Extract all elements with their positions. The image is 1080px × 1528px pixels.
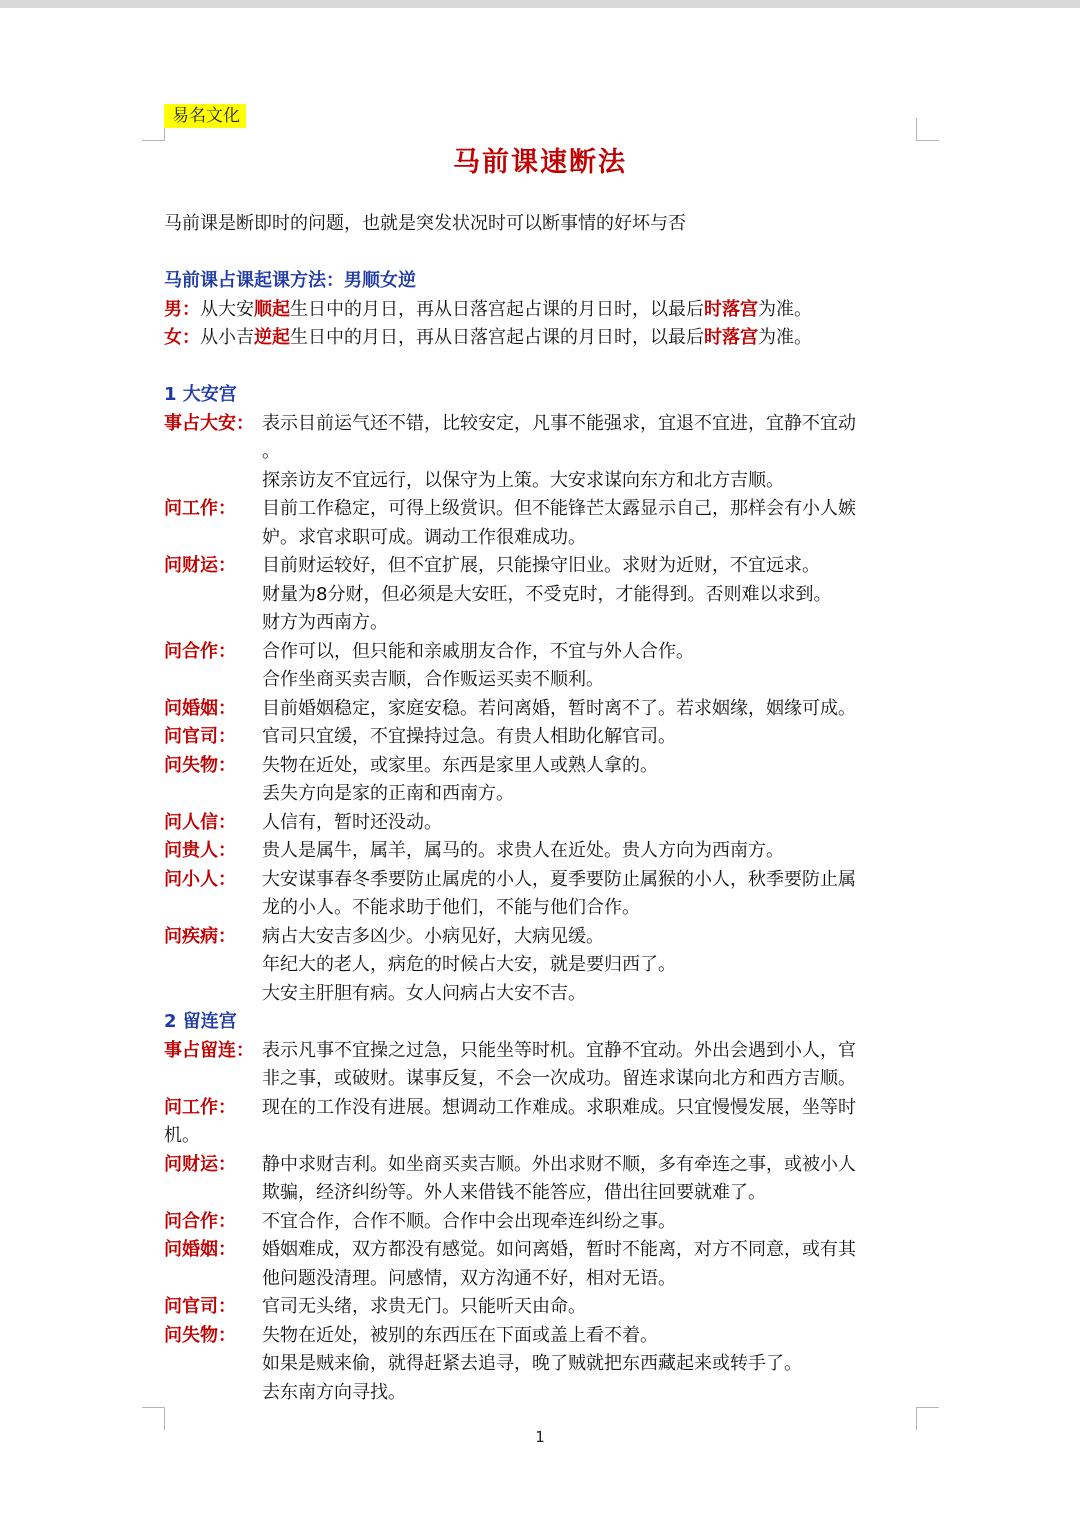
entry-text bbox=[262, 552, 916, 638]
entry-text bbox=[262, 837, 916, 866]
entry-line: 财方为西南方。 bbox=[262, 612, 388, 633]
entry-line: 合作坐商买卖吉顺，合作贩运买卖不顺利。 bbox=[262, 669, 604, 690]
entry-label: 问婚姻： bbox=[164, 697, 236, 719]
entry-label: 问疾病： bbox=[164, 925, 236, 947]
entry-row bbox=[164, 695, 916, 724]
spacer bbox=[164, 239, 916, 268]
male-label: 男： bbox=[164, 298, 200, 320]
entry-label: 问合作： bbox=[164, 1210, 236, 1232]
method-heading: 马前课占课起课方法：男顺女逆 bbox=[164, 270, 416, 291]
method-female-line bbox=[164, 324, 916, 353]
page-number: 1 bbox=[535, 1428, 545, 1446]
entry-line: 不宜合作，合作不顺。合作中会出现牵连纠纷之事。 bbox=[262, 1210, 676, 1232]
entry-line: 静中求财吉利。如坐商买卖吉顺。外出求财不顺，多有牵连之事，或被小人 bbox=[262, 1153, 856, 1175]
entry-line: 财量为8分财，但必须是大安旺，不受克时，才能得到。否则难以求到。 bbox=[262, 583, 832, 605]
crop-mark-top-left bbox=[142, 118, 165, 141]
entry-label: 问合作： bbox=[164, 640, 236, 662]
entry-line: 他问题没清理。问感情，双方沟通不好，相对无语。 bbox=[262, 1267, 676, 1289]
entry-row bbox=[164, 638, 916, 695]
entry-text bbox=[262, 1151, 916, 1208]
intro-paragraph: 马前课是断即时的问题，也就是突发状况时可以断事情的好坏与否 bbox=[164, 213, 686, 234]
entry-label: 问官司： bbox=[164, 726, 236, 747]
entry-row bbox=[164, 1151, 916, 1208]
entry-row bbox=[164, 552, 916, 638]
entry-text bbox=[262, 467, 916, 496]
entry-line: 目前婚姻稳定，家庭安稳。若问离婚，暂时离不了。若求姻缘，姻缘可成。 bbox=[262, 697, 856, 719]
entry-label: 问婚姻： bbox=[164, 1239, 236, 1260]
section1-heading: 1 大安宫 bbox=[164, 384, 237, 405]
entry-label: 问失物： bbox=[164, 1324, 236, 1346]
entry-label bbox=[164, 467, 262, 496]
section2-heading: 2 留连宫 bbox=[164, 1011, 237, 1032]
entry-label: 问失物： bbox=[164, 754, 236, 776]
male-text-1: 从大安 bbox=[200, 298, 254, 320]
entry-row bbox=[164, 923, 916, 1009]
entry-label: 问小人： bbox=[164, 868, 236, 890]
female-text-1: 从小吉 bbox=[200, 327, 254, 348]
entry-line: 失物在近处，或家里。东西是家里人或熟人拿的。 bbox=[262, 754, 658, 776]
entry-line: 表示凡事不宜操之过急，只能坐等时机。宜静不宜动。外出会遇到小人，官 bbox=[262, 1039, 856, 1061]
entry-line: 贵人是属牛，属羊，属马的。求贵人在近处。贵人方向为西南方。 bbox=[262, 840, 784, 861]
entry-wrap-line: 机。 bbox=[164, 1125, 200, 1146]
spacer bbox=[164, 353, 916, 382]
entry-row bbox=[164, 1322, 916, 1408]
document-body bbox=[164, 210, 916, 1407]
entry-label: 问工作： bbox=[164, 498, 236, 519]
entry-row bbox=[164, 1208, 916, 1237]
entry-row bbox=[164, 467, 916, 496]
entry-row bbox=[164, 495, 916, 552]
crop-mark-bottom-left bbox=[142, 1407, 165, 1430]
crop-mark-bottom-right bbox=[916, 1407, 939, 1430]
entry-row bbox=[164, 866, 916, 923]
male-text-2: 生日中的月日，再从日落宫起占课的月日时，以最后 bbox=[290, 298, 704, 320]
entry-text bbox=[262, 1236, 916, 1293]
entry-label: 问贵人： bbox=[164, 840, 236, 861]
entry-line: 龙的小人。不能求助于他们，不能与他们合作。 bbox=[262, 897, 640, 918]
entry-line: 病占大安吉多凶少。小病见好，大病见缓。 bbox=[262, 925, 604, 947]
method-male-line bbox=[164, 296, 916, 325]
female-text-3: 为准。 bbox=[758, 327, 812, 348]
entry-row bbox=[164, 752, 916, 809]
entry-label: 事占留连： bbox=[164, 1039, 254, 1061]
entry-text bbox=[262, 809, 916, 838]
entry-line: 现在的工作没有进展。想调动工作难成。求职难成。只宜慢慢发展，坐等时 bbox=[262, 1096, 856, 1118]
entry-row bbox=[164, 723, 916, 752]
entry-text bbox=[262, 1208, 916, 1237]
entry-text bbox=[262, 752, 916, 809]
entry-text bbox=[262, 495, 916, 552]
female-text-2: 生日中的月日，再从日落宫起占课的月日时，以最后 bbox=[290, 327, 704, 348]
entry-line: 欺骗，经济纠纷等。外人来借钱不能答应，借出往回要就难了。 bbox=[262, 1182, 766, 1203]
document-title: 马前课速断法 bbox=[453, 147, 627, 178]
entry-label: 问人信： bbox=[164, 811, 236, 833]
entry-label: 问财运： bbox=[164, 1153, 236, 1175]
male-highlight-2: 时落宫 bbox=[704, 298, 758, 320]
entry-label: 事占大安： bbox=[164, 412, 254, 434]
female-highlight-1: 逆起 bbox=[254, 327, 290, 348]
entry-text bbox=[262, 638, 916, 695]
entry-text bbox=[262, 923, 916, 1009]
entry-line: 人信有，暂时还没动。 bbox=[262, 811, 442, 833]
entry-line: 妒。求官求职可成。调动工作很难成功。 bbox=[262, 526, 586, 548]
entry-row bbox=[164, 837, 916, 866]
entry-line: 探亲访友不宜远行，以保守为上策。大安求谋向东方和北方吉顺。 bbox=[262, 469, 784, 491]
male-highlight-1: 顺起 bbox=[254, 298, 290, 320]
entry-text bbox=[262, 1037, 916, 1094]
entry-row bbox=[164, 809, 916, 838]
entry-line: 失物在近处，被别的东西压在下面或盖上看不着。 bbox=[262, 1324, 658, 1346]
entry-line: 官司无头绪，求贵无门。只能听天由命。 bbox=[262, 1296, 586, 1317]
entry-text bbox=[262, 723, 916, 752]
entry-text bbox=[262, 866, 916, 923]
entry-line: 婚姻难成，双方都没有感觉。如问离婚，暂时不能离，对方不同意，或有其 bbox=[262, 1239, 856, 1260]
entry-text bbox=[262, 410, 916, 467]
entry-line: 官司只宜缓，不宜操持过急。有贵人相助化解官司。 bbox=[262, 726, 676, 747]
entry-line: 。 bbox=[262, 441, 280, 462]
section2-entries bbox=[164, 1037, 916, 1408]
entry-label: 问财运： bbox=[164, 555, 236, 576]
entry-text bbox=[262, 1094, 916, 1123]
female-highlight-2: 时落宫 bbox=[704, 327, 758, 348]
entry-row bbox=[164, 1293, 916, 1322]
entry-label: 问官司： bbox=[164, 1296, 236, 1317]
entry-line: 如果是贼来偷，就得赶紧去追寻，晚了贼就把东西藏起来或转手了。 bbox=[262, 1353, 802, 1374]
entry-line: 目前工作稳定，可得上级赏识。但不能锋芒太露显示自己，那样会有小人嫉 bbox=[262, 498, 856, 519]
male-text-3: 为准。 bbox=[758, 298, 812, 320]
entry-row bbox=[164, 1236, 916, 1293]
entry-line: 目前财运较好，但不宜扩展，只能操守旧业。求财为近财，不宜远求。 bbox=[262, 555, 820, 576]
entry-row bbox=[164, 1094, 916, 1123]
entry-line: 大安谋事春冬季要防止属虎的小人，夏季要防止属猴的小人，秋季要防止属 bbox=[262, 868, 856, 890]
top-edge-bar bbox=[0, 0, 1080, 8]
entry-row bbox=[164, 1037, 916, 1094]
entry-line: 非之事，或破财。谋事反复，不会一次成功。留连求谋向北方和西方吉顺。 bbox=[262, 1068, 856, 1089]
brand-label: 易名文化 bbox=[164, 104, 246, 128]
entry-line: 合作可以，但只能和亲戚朋友合作，不宜与外人合作。 bbox=[262, 640, 694, 662]
entry-text bbox=[262, 1293, 916, 1322]
female-label: 女： bbox=[164, 327, 200, 348]
entry-line: 丢失方向是家的正南和西南方。 bbox=[262, 783, 514, 804]
crop-mark-top-right bbox=[916, 118, 939, 141]
entry-text bbox=[262, 1322, 916, 1408]
entry-line: 表示目前运气还不错，比较安定，凡事不能强求，宜退不宜进，宜静不宜动 bbox=[262, 412, 856, 434]
entry-label: 问工作： bbox=[164, 1096, 236, 1118]
section1-entries bbox=[164, 410, 916, 1009]
entry-line: 年纪大的老人，病危的时候占大安，就是要归西了。 bbox=[262, 954, 676, 975]
entry-row bbox=[164, 410, 916, 467]
entry-line: 去东南方向寻找。 bbox=[262, 1381, 406, 1403]
entry-text bbox=[262, 695, 916, 724]
entry-line: 大安主肝胆有病。女人问病占大安不吉。 bbox=[262, 982, 586, 1004]
